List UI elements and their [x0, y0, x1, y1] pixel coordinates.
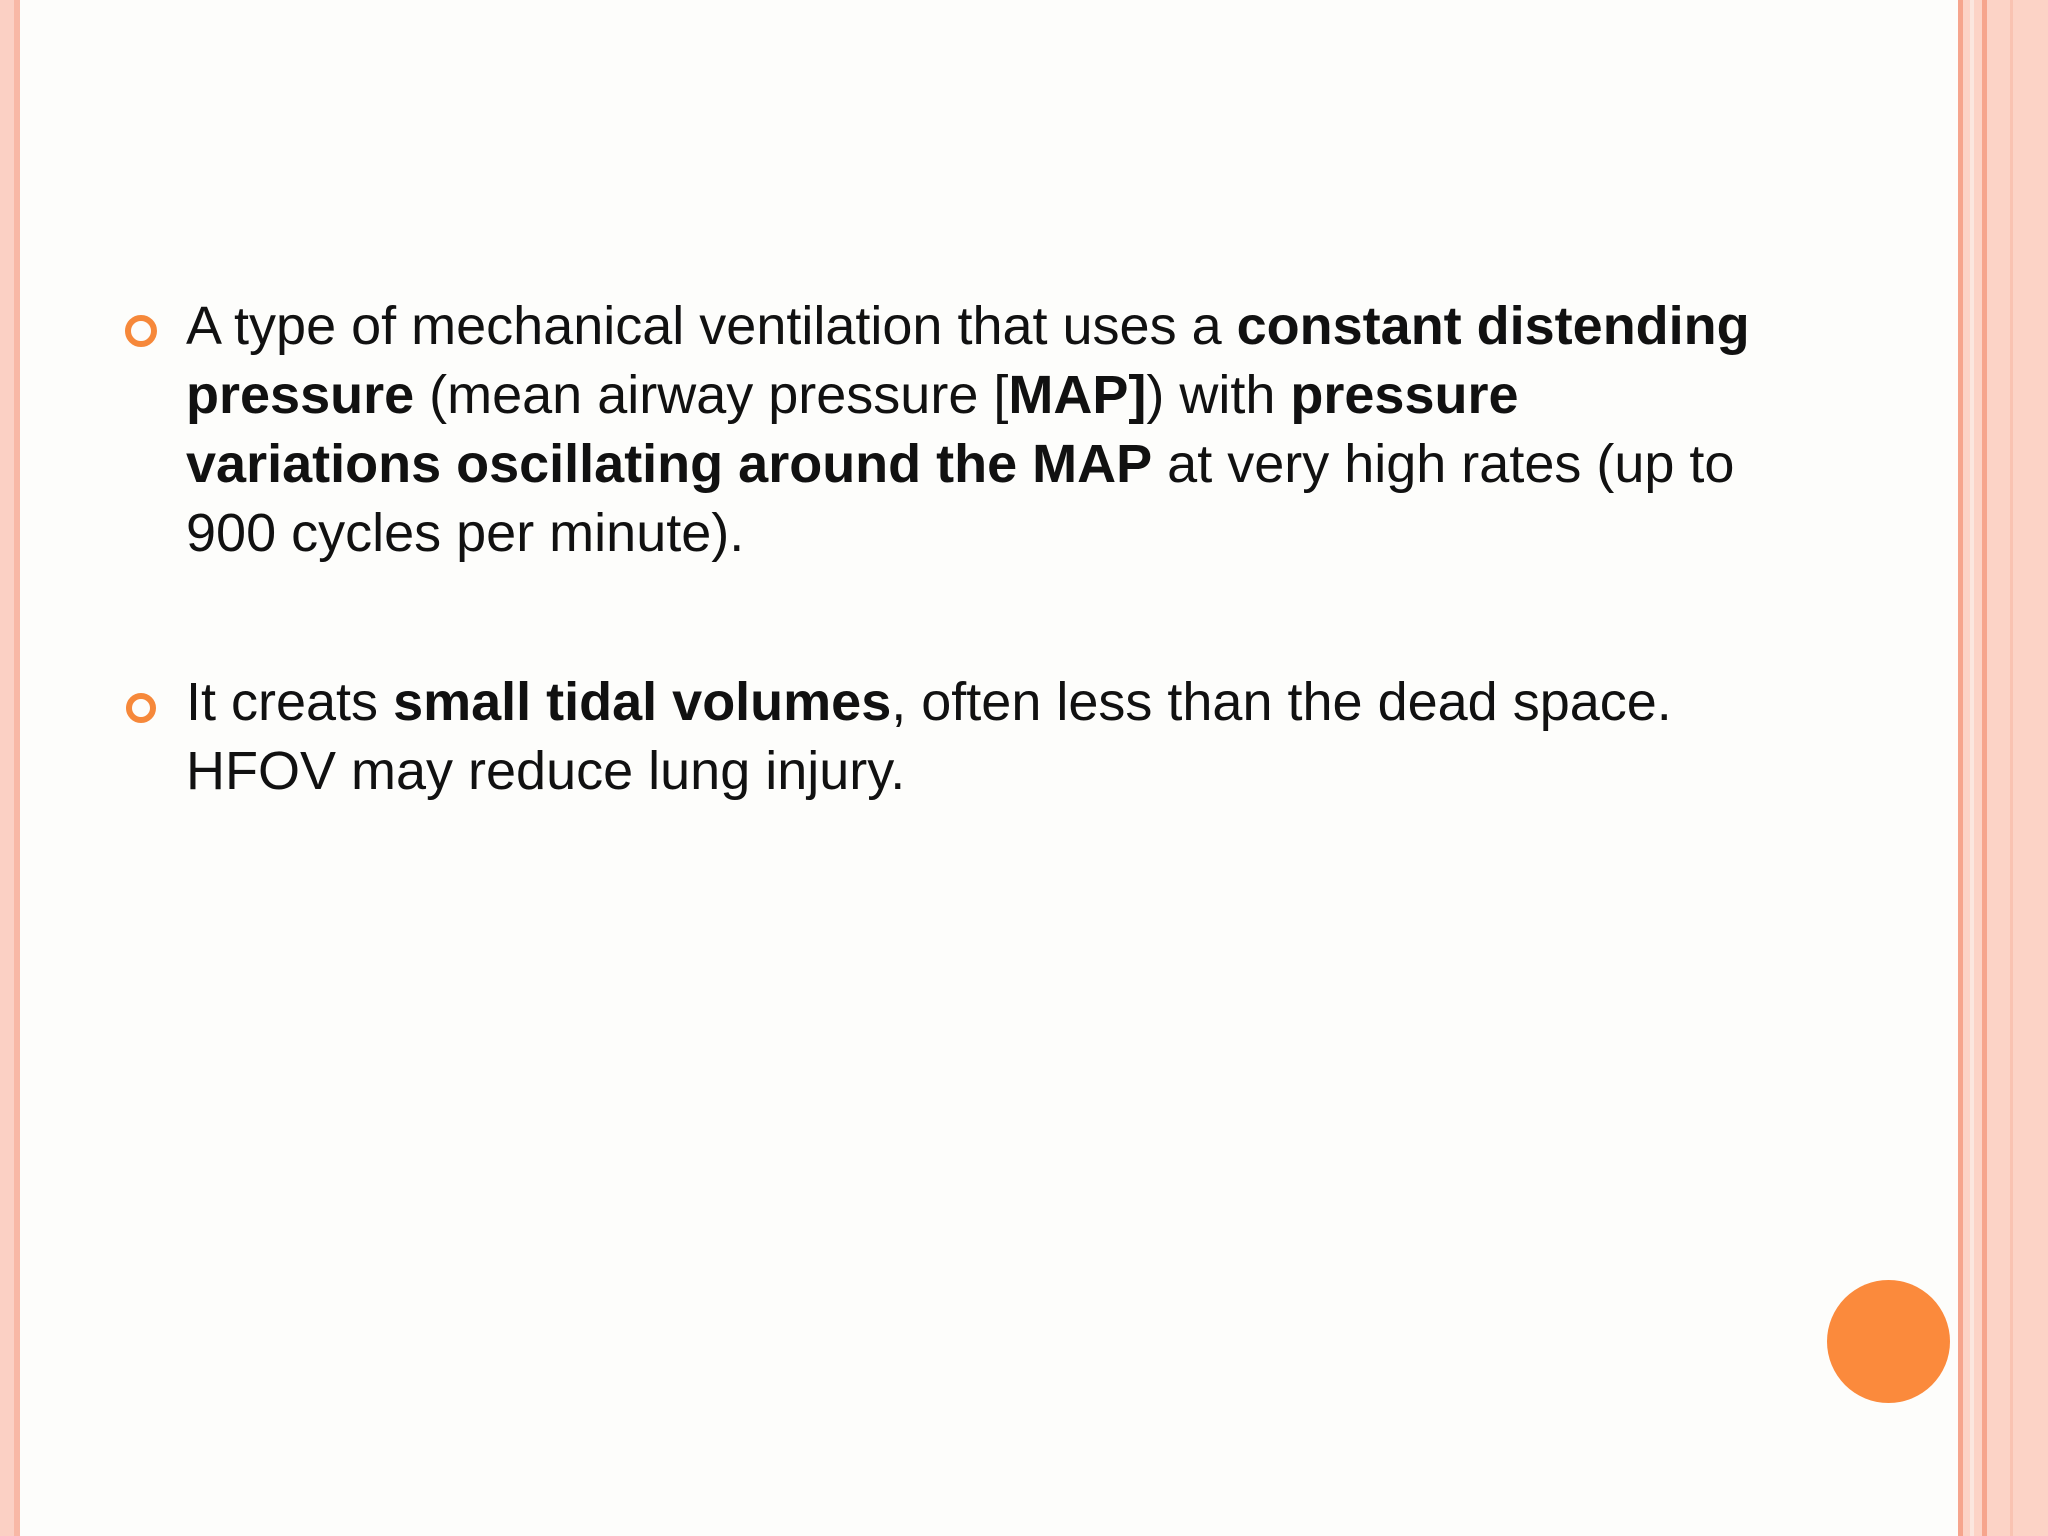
bullet-text-bold: constant distending pressure [186, 296, 1750, 425]
bullet-text-bold: pressure variations oscillating around the MAP [186, 365, 1519, 494]
ring-bullet-icon [125, 315, 157, 347]
bullet-text-segment: , often less than the dead space. HFOV may reduce lung injury. [186, 672, 1672, 801]
bullet-text-bold: small tidal volumes [393, 672, 892, 732]
orange-circle-decoration [1827, 1280, 1950, 1403]
bullet-item-definition [120, 292, 1780, 568]
left-border-stripe [0, 0, 14, 1536]
right-decorative-line [1958, 0, 1963, 1536]
right-decorative-line [2010, 0, 2013, 1536]
bullet-text-segment: A type of mechanical ventilation that uses a [186, 296, 1237, 356]
right-decorative-line [1970, 0, 1974, 1536]
bullet-text-bold: MAP] [1008, 365, 1147, 425]
bullet-text-segment: (mean airway pressure [ [414, 365, 1009, 425]
bullet-text-segment: ) with [1146, 365, 1291, 425]
right-decorative-line [1982, 0, 1987, 1536]
bullet-list [120, 292, 1780, 906]
ring-bullet-icon [126, 693, 156, 723]
left-border-stripe-inner [14, 0, 20, 1536]
bullet-text-segment: at very high rates (up to 900 cycles per minute). [186, 434, 1735, 563]
bullet-text-segment: It creats [186, 672, 394, 732]
bullet-item-tidal-volumes [120, 668, 1780, 806]
